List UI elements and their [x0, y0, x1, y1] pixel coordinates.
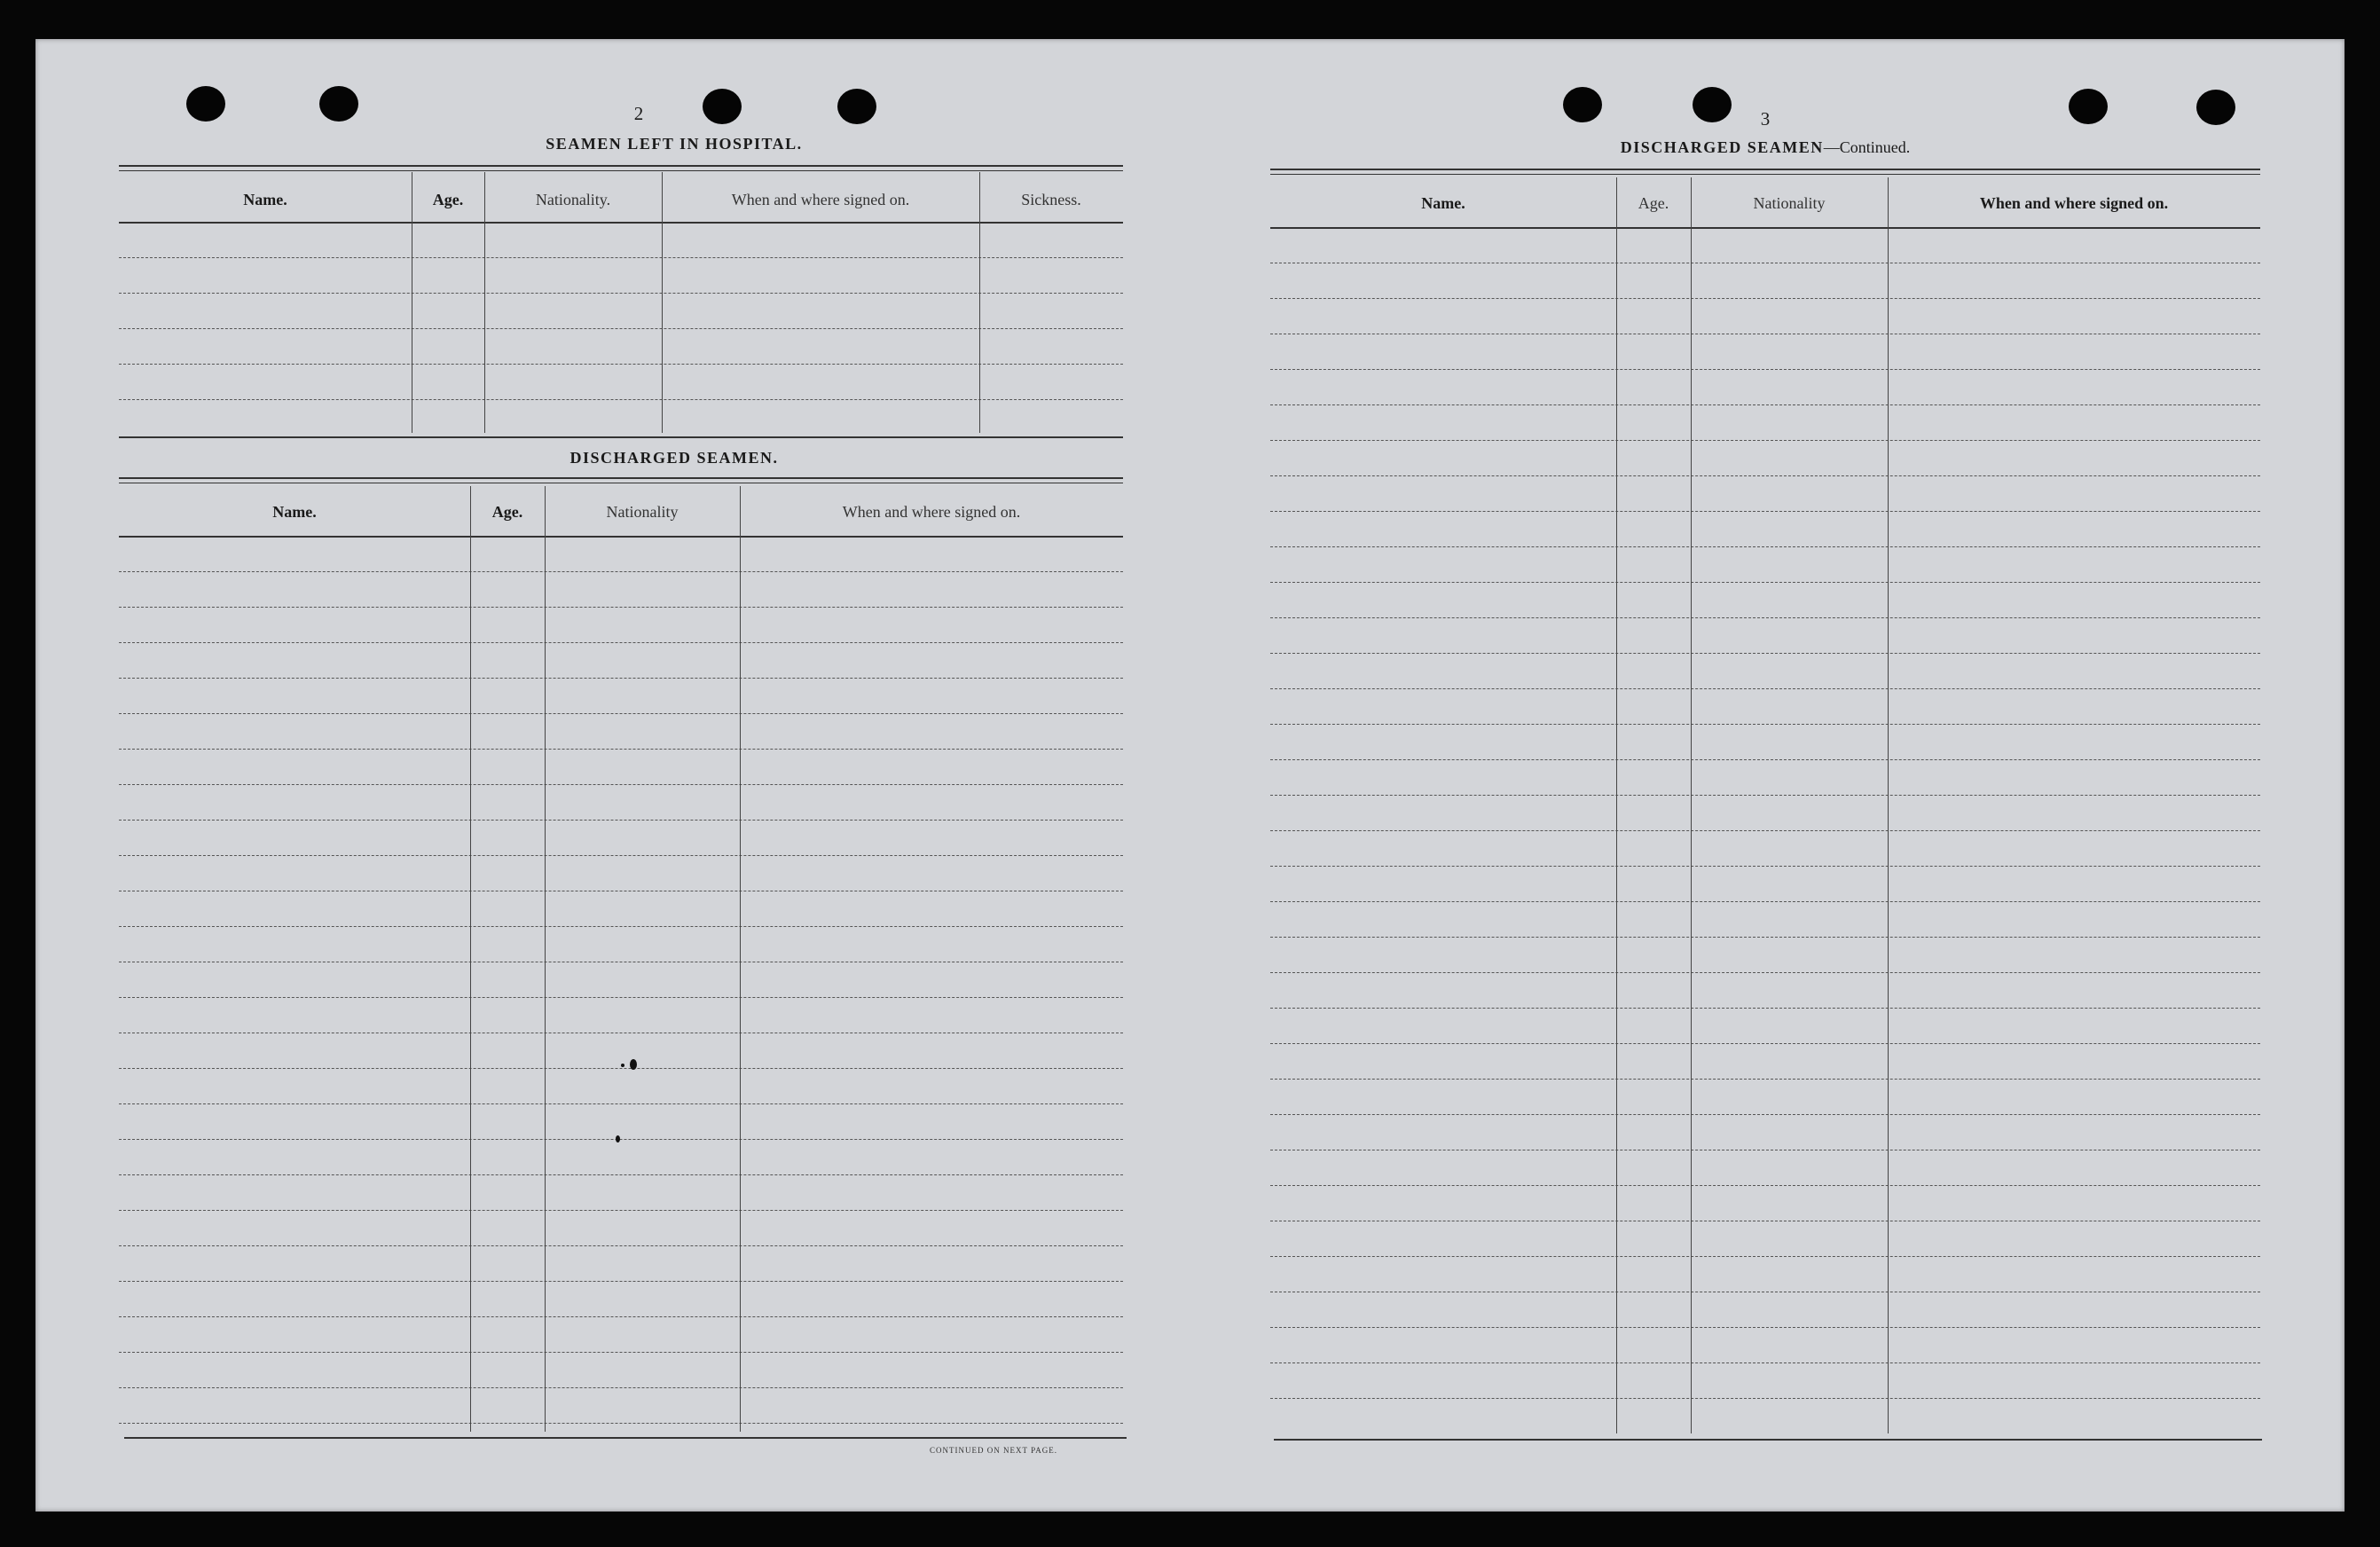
- ruled-line: [1270, 901, 2260, 902]
- title-double-rule: [119, 165, 1123, 171]
- ruled-line: [1270, 688, 2260, 689]
- ruled-line: [119, 926, 1123, 927]
- ink-fleck: [616, 1135, 620, 1143]
- title-suffix: —Continued.: [1823, 138, 1911, 156]
- ruled-line: [119, 1387, 1123, 1388]
- column-header-age: Age.: [432, 190, 464, 208]
- ruled-line: [1270, 617, 2260, 618]
- ruled-line: [119, 399, 1123, 400]
- column-header-nationality: Nationality: [606, 502, 679, 521]
- title-double-rule: [1270, 169, 2260, 175]
- page-number: 3: [1760, 108, 1771, 130]
- column-divider: [1888, 177, 1889, 1433]
- ruled-line: [1270, 475, 2260, 476]
- column-header-sickness: Sickness.: [1021, 190, 1081, 208]
- column-divider: [545, 486, 546, 1432]
- ruled-line: [1270, 1256, 2260, 1257]
- ruled-line: [1270, 298, 2260, 299]
- column-header-nationality: Nationality.: [535, 190, 611, 208]
- ruled-line: [119, 997, 1123, 998]
- ruled-line: [119, 784, 1123, 785]
- ruled-line: [119, 855, 1123, 856]
- page-number: 2: [633, 103, 644, 124]
- ruled-line: [119, 1423, 1123, 1424]
- right-page: [1189, 39, 2345, 1512]
- ruled-line: [1270, 1043, 2260, 1044]
- ruled-line: [119, 571, 1123, 572]
- column-divider: [662, 172, 663, 433]
- ruled-line: [1270, 404, 2260, 405]
- discharged-table-header: [119, 488, 1123, 538]
- ruled-line: [119, 364, 1123, 365]
- ruled-line: [1270, 511, 2260, 512]
- column-header-signed-on: When and where signed on.: [842, 502, 1021, 521]
- ruled-line: [1270, 653, 2260, 654]
- ruled-line: [119, 1281, 1123, 1282]
- ruled-line: [119, 1174, 1123, 1175]
- ruled-line: [1270, 440, 2260, 441]
- ruled-line: [119, 1245, 1123, 1246]
- title-text: DISCHARGED SEAMEN: [1620, 138, 1824, 156]
- bottom-rule: [1274, 1439, 2262, 1441]
- bottom-rule: [124, 1437, 1127, 1439]
- ruled-line: [119, 1316, 1123, 1317]
- title-double-rule: [119, 477, 1123, 483]
- ruled-line: [119, 607, 1123, 608]
- column-header-nationality: Nationality: [1753, 193, 1826, 212]
- left-page: [35, 39, 1189, 1512]
- ruled-line: [1270, 724, 2260, 725]
- column-header-signed-on: When and where signed on.: [1979, 193, 2169, 212]
- ruled-line: [1270, 759, 2260, 760]
- column-divider: [1616, 177, 1617, 1433]
- ruled-line: [1270, 1362, 2260, 1363]
- ruled-line: [119, 1139, 1123, 1140]
- ruled-line: [1270, 937, 2260, 938]
- column-divider: [1691, 177, 1692, 1433]
- column-header-name: Name.: [1421, 193, 1465, 212]
- ruled-line: [119, 1068, 1123, 1069]
- manifest-sheet: [35, 39, 2345, 1512]
- discharged-section-title: DISCHARGED SEAMEN.: [569, 449, 779, 467]
- ink-fleck: [630, 1059, 637, 1070]
- ink-fleck: [621, 1064, 624, 1067]
- column-divider: [979, 172, 980, 433]
- column-header-name: Name.: [243, 190, 287, 208]
- column-header-name: Name.: [272, 502, 317, 521]
- continued-note: CONTINUED ON NEXT PAGE.: [930, 1446, 1057, 1455]
- section-divider: [119, 436, 1123, 438]
- ruled-line: [119, 257, 1123, 258]
- ruled-line: [1270, 546, 2260, 547]
- hospital-section-title: SEAMEN LEFT IN HOSPITAL.: [546, 135, 803, 153]
- ruled-line: [1270, 369, 2260, 370]
- ruled-line: [1270, 866, 2260, 867]
- column-divider: [470, 486, 471, 1432]
- ruled-line: [119, 293, 1123, 294]
- ruled-line: [1270, 1185, 2260, 1186]
- column-divider: [484, 172, 485, 433]
- ruled-line: [119, 642, 1123, 643]
- ruled-line: [1270, 830, 2260, 831]
- discharged-continued-header: [1270, 179, 2260, 229]
- hospital-table-header: [119, 177, 1123, 224]
- ruled-line: [119, 1352, 1123, 1353]
- ruled-line: [119, 328, 1123, 329]
- ruled-line: [1270, 1327, 2260, 1328]
- ruled-line: [1270, 795, 2260, 796]
- column-header-age: Age.: [1638, 193, 1669, 212]
- ruled-line: [1270, 1079, 2260, 1080]
- column-header-age: Age.: [491, 502, 523, 521]
- ruled-line: [1270, 582, 2260, 583]
- ruled-line: [119, 820, 1123, 821]
- discharged-continued-title: [1464, 138, 2067, 157]
- ruled-line: [119, 713, 1123, 714]
- ruled-line: [119, 1210, 1123, 1211]
- ruled-line: [119, 678, 1123, 679]
- column-divider: [740, 486, 741, 1432]
- ruled-line: [119, 1103, 1123, 1104]
- ruled-line: [119, 749, 1123, 750]
- ruled-line: [1270, 1398, 2260, 1399]
- column-header-signed-on: When and where signed on.: [731, 190, 910, 208]
- ruled-line: [1270, 1008, 2260, 1009]
- ruled-line: [1270, 1114, 2260, 1115]
- ruled-line: [1270, 972, 2260, 973]
